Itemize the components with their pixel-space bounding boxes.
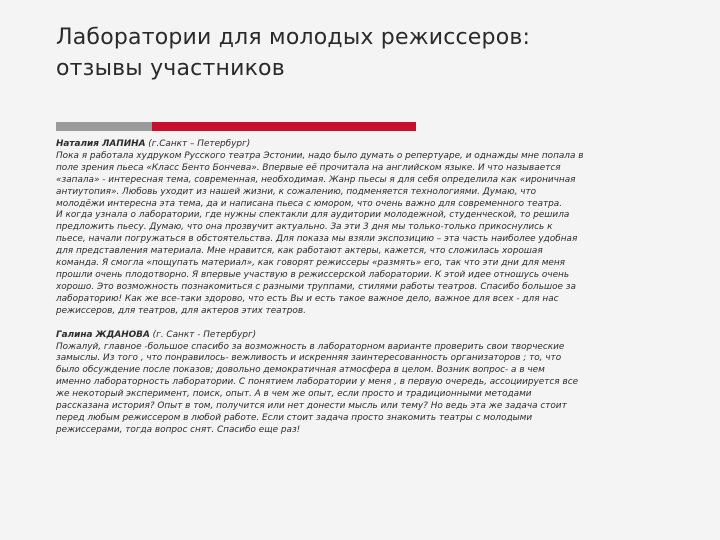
slide-title-line: Лаборатории для молодых режиссеров: <box>56 25 531 50</box>
review-author: Наталия ЛАПИНА <box>56 139 146 149</box>
review-text-line: режиссеров, для театров, для актеров этих театров. <box>56 305 306 316</box>
review-text-line: было обсуждение после показов; довольно демократичная атмосфера в целом. Возник вопрос- а в чем <box>56 365 545 376</box>
review-text-line: Пожалуй, главное -большое спасибо за возможность в лабораторном варианте проверить свои творческие <box>56 341 565 352</box>
review-text-line: перед любым режиссером в любой работе. Если стоит задача просто знакомить театры с молодыми <box>56 412 533 423</box>
review-text-line: предложить пьесу. Думаю, что она прозвучит актуально. За эти 3 дня мы только-только прикоснулись к <box>56 222 553 233</box>
review-location: (г.Санкт – Петербург) <box>145 139 251 149</box>
review-text-line: антиутопия». Любовь уходит из нашей жизни, к сожалению, подменяется технологиями. Думаю, что <box>56 186 537 197</box>
review-text-line: прошли очень плодотворно. Я впервые участвую в режиссерской лаборатории. К этой идее отношусь очень <box>56 269 570 280</box>
slide-title-line: отзывы участников <box>56 56 285 81</box>
review-text-line: И когда узнала о лаборатории, где нужны спектакли для аудитории молодежной, студенческой, то решила <box>56 210 570 221</box>
review-text-line: же некоторый эксперимент, поиск, опыт. А в чем же опыт, если просто и традиционными методами <box>56 389 532 400</box>
title-divider-bar <box>56 122 416 131</box>
review-text-line: для представления материала. Мне нравится, как работают актеры, кажется, что сложилась хорошая <box>56 246 543 257</box>
review-zhdanova <box>56 330 656 437</box>
review-text-line: Пока я работала худруком Русского театра Эстонии, надо было думать о репертуаре, и однажды мне попала в <box>56 150 584 161</box>
divider-red-segment <box>152 122 416 131</box>
review-first-line <box>56 330 656 342</box>
review-text-line: замыслы. Из того , что понравилось- вежливость и искренняя заинтересованность организаторов ; то, что <box>56 353 562 364</box>
review-text-line: рассказана история? Опыт в том, получится или нет донести мысль или тему? Но ведь эта же задача стоит <box>56 401 567 412</box>
review-text-line: команда. Я смогла «пощупать материал», как говорят режиссеры «размять» его, так что эти дни для меня <box>56 258 566 269</box>
divider-gray-segment <box>56 122 152 131</box>
review-text-line: хорошо. Это возможность познакомиться с разными труппами, стилями работы театров. Спасибо большое за <box>56 281 576 292</box>
review-text-line: режиссерами, тогда вопрос снят. Спасибо еще раз! <box>56 424 301 435</box>
review-text-line: пьесе, начали погружаться в обстоятельства. Для показа мы взяли экспозицию – эта часть наиболее удобная <box>56 234 578 245</box>
review-location: (г. Санкт - Петербург) <box>149 329 257 340</box>
review-text-line: «запала» - интересная тема, современная, необходимая. Жанр пьесы я для себя определила как «ироничная <box>56 174 576 185</box>
slide-title <box>56 22 696 84</box>
review-text-line: лабораторию! Как же все-таки здорово, что есть Вы и есть такое важное дело, важное для всех - для нас <box>56 293 559 304</box>
reviews-body <box>56 139 656 437</box>
review-text-line: молодёжи интересна эта тема, да и написана пьеса с юмором, что очень важно для современного театра. <box>56 198 563 209</box>
review-first-line <box>56 139 656 151</box>
review-text-line: именно лабораторность лаборатории. С понятием лаборатории у меня , в первую очередь, ассоциируется все <box>56 377 579 388</box>
review-text-line: поле зрения пьеса «Класс Бенто Бончева». Впервые её прочитала на английском языке. И что называется <box>56 162 561 173</box>
review-author: Галина ЖДАНОВА <box>56 329 150 340</box>
review-lapina <box>56 139 656 318</box>
